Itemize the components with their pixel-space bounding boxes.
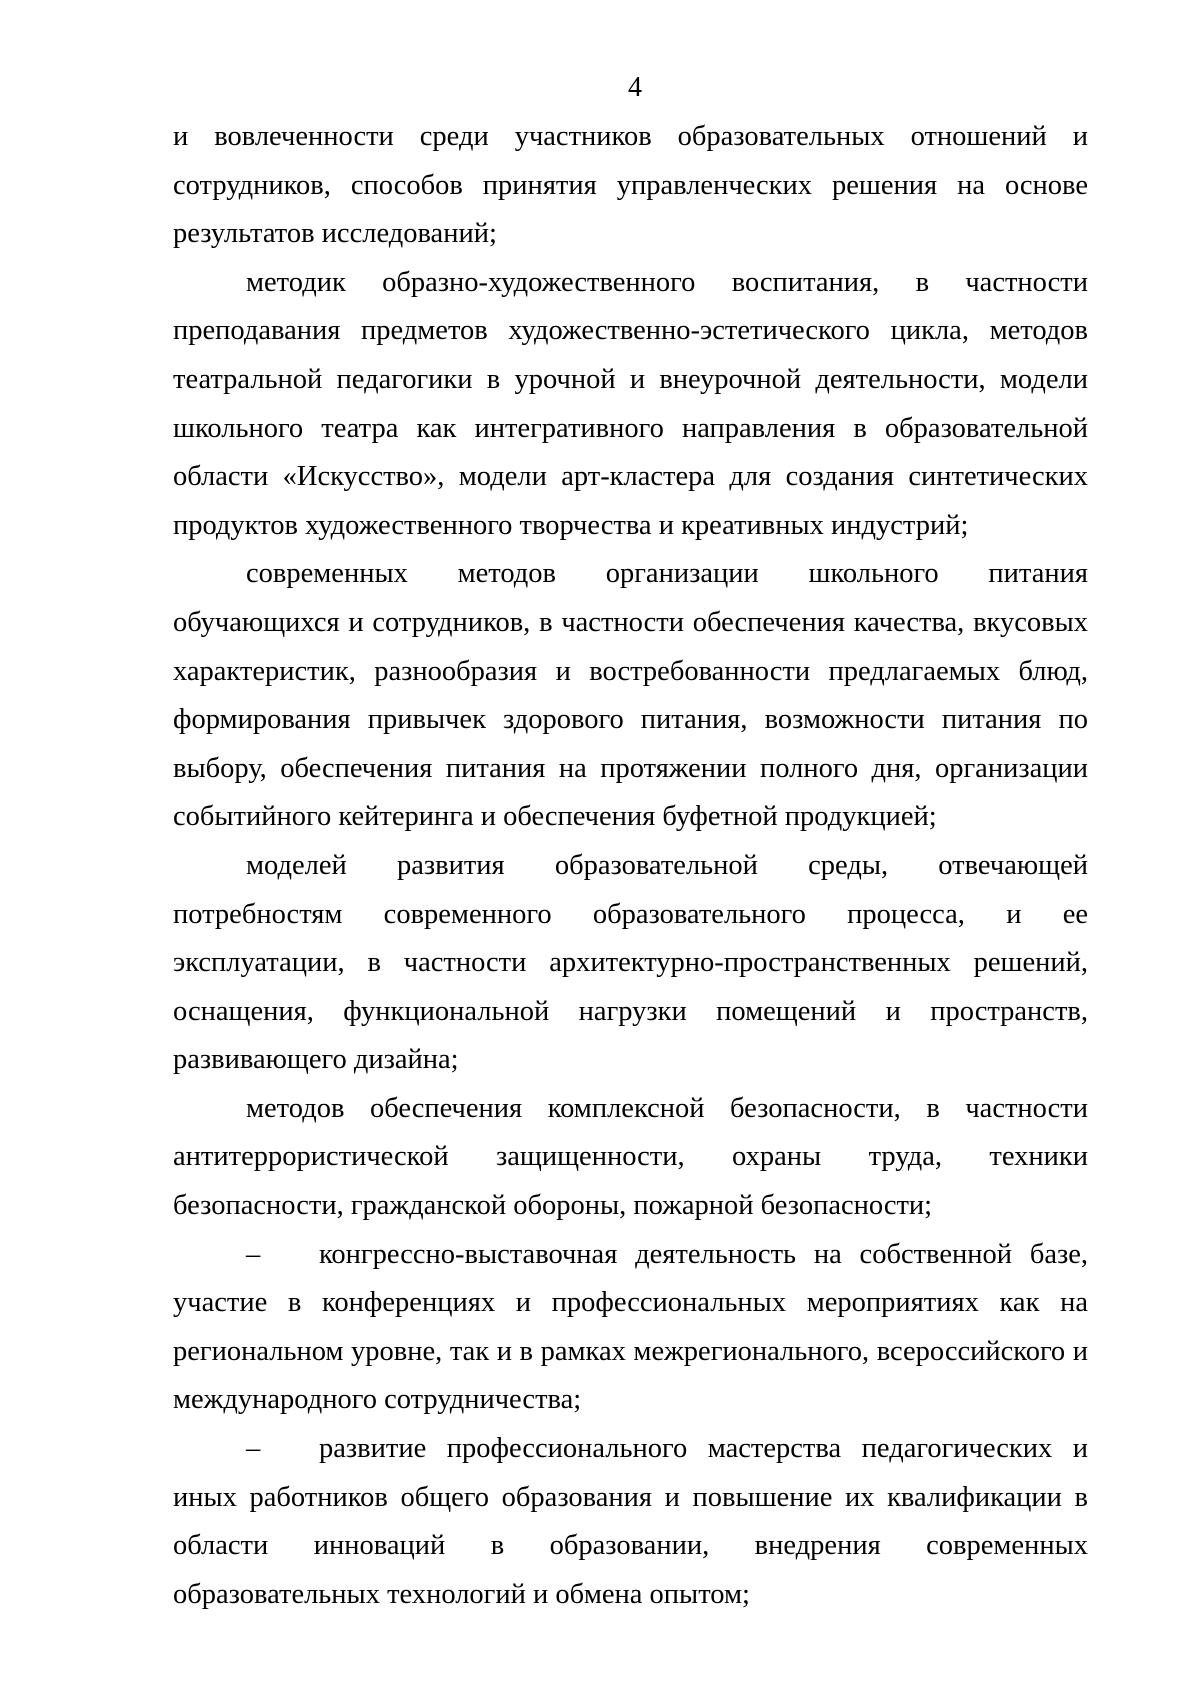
document-body: [173, 113, 1088, 1619]
paragraph-school-nutrition: современных методов организации школьного питания обучающихся и сотрудников, в частности обеспечения качества, вкусовых характеристик, разнообразия и востребованности предлагаемых блюд, формирования привычек здорового питания, возможности питания по выбору, обеспечения питания на протяжении полного дня, организации событийного кейтеринга и обеспечения буфетной продукцией;: [173, 558, 1088, 833]
page-number: 4: [628, 72, 642, 103]
list-dash-marker: –: [246, 1238, 261, 1270]
list-dash-marker: –: [246, 1433, 261, 1465]
list-item-professional-development: [173, 1425, 1088, 1619]
paragraph-continuation: и вовлеченности среди участников образовательных отношений и сотрудников, способов принятия управленческих решения на основе результатов исследований;: [173, 121, 1088, 250]
paragraph-educational-environment: моделей развития образовательной среды, отвечающей потребностям современного образовательного процесса, и ее эксплуатации, в частности архитектурно-пространственных решений, оснащения, функциональной нагрузки помещений и пространств, развивающего дизайна;: [173, 849, 1088, 1076]
paragraph-safety: методов обеспечения комплексной безопасности, в частности антитеррористической защищенности, охраны труда, техники безопасности, гражданской обороны, пожарной безопасности;: [173, 1092, 1088, 1222]
list-item-congress-activity: [173, 1231, 1088, 1425]
paragraph-art-education: методик образно-художественного воспитания, в частности преподавания предметов художественно-эстетического цикла, методов театральной педагогики в урочной и внеурочной деятельности, модели школьного театра как интегративного направления в образовательной области «Искусство», модели арт-кластера для создания синтетических продуктов художественного творчества и креативных индустрий;: [173, 266, 1088, 541]
list-item-text: конгрессно-выставочная деятельность на собственной базе, участие в конференциях и профессиональных мероприятиях как на региональном уровне, так и в рамках межрегионального, всероссийского и международного сотрудничества;: [173, 1238, 1088, 1416]
list-item-text: развитие профессионального мастерства педагогических и иных работников общего образования и повышение их квалификации в области инноваций в образовании, внедрения современных образовательных технологий и обмена опытом;: [173, 1433, 1088, 1610]
